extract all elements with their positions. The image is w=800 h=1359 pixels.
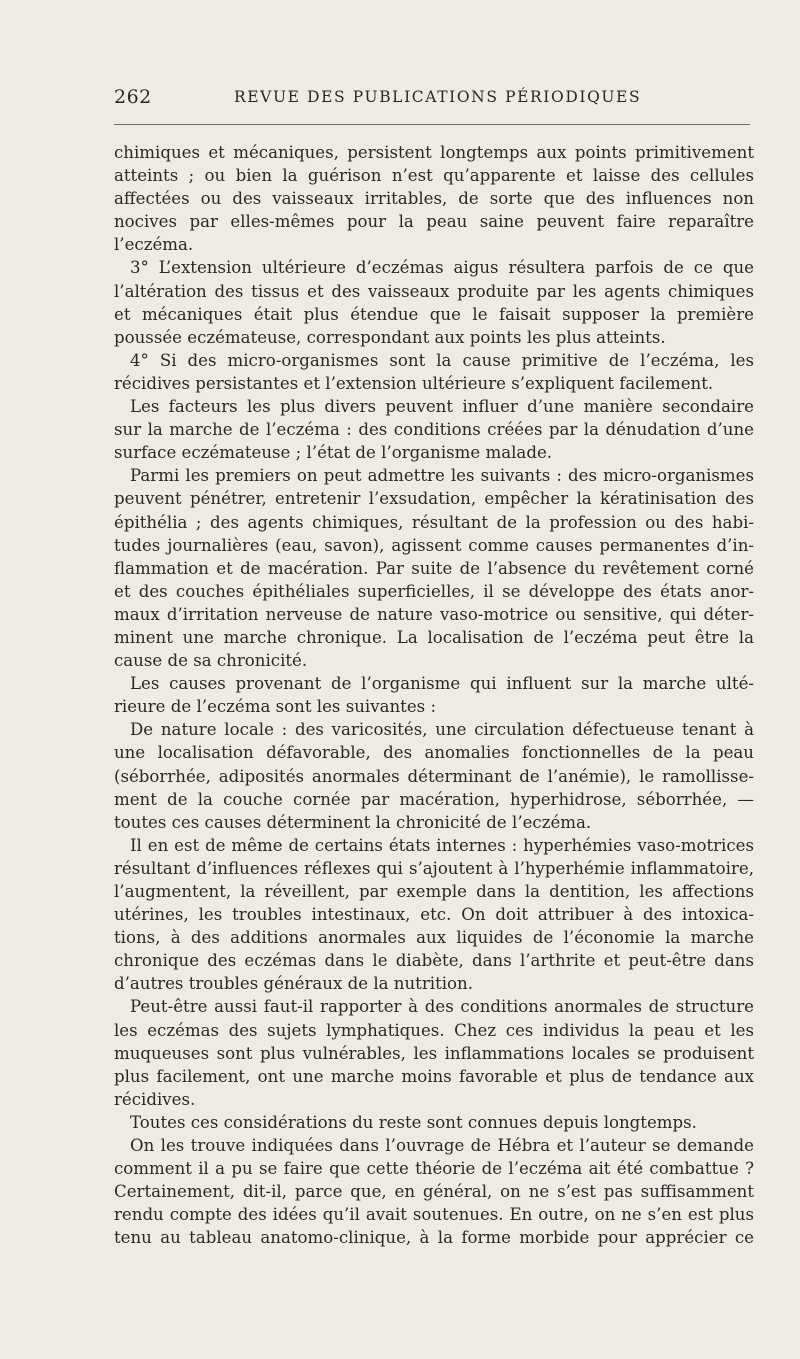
text-line: comment il a pu se faire que cette théorie de l’eczéma ait été combattue ?: [114, 1159, 754, 1179]
text-line: résultant d’influences réflexes qui s’ajoutent à l’hyperhémie inflammatoire,: [114, 858, 754, 878]
text-line: Toutes ces considérations du reste sont connues depuis longtemps.: [130, 1112, 697, 1132]
text-line: maux d’irritation nerveuse de nature vaso-motrice ou sensitive, qui déter-: [114, 604, 754, 624]
body-text: [114, 141, 754, 1250]
text-line: l’augmentent, la réveillent, par exemple dans la dentition, les affections: [114, 882, 754, 901]
text-line: Certainement, dit-il, parce que, en général, on ne s’est pas suffisamment: [114, 1182, 754, 1202]
text-line: rendu compte des idées qu’il avait soutenues. En outre, on ne s’en est plus: [114, 1205, 754, 1225]
text-line: De nature locale : des varicosités, une circulation défectueuse tenant à: [130, 720, 754, 740]
text-line: récidives.: [114, 1089, 196, 1109]
text-line: épithélia ; des agents chimiques, résultant de la profession ou des habi-: [114, 512, 754, 532]
text-line: affectées ou des vaisseaux irritables, de sorte que des influences non: [114, 189, 754, 209]
text-line: nocives par elles-mêmes pour la peau saine peuvent faire reparaître: [114, 212, 754, 232]
text-line: Peut-être aussi faut-il rapporter à des conditions anormales de structure: [130, 997, 754, 1017]
text-line: peuvent pénétrer, entretenir l’exsudation, empêcher la kératinisation des: [114, 489, 754, 509]
text-line: flammation et de macération. Par suite de l’absence du revêtement corné: [114, 558, 754, 578]
text-line: tudes journalières (eau, savon), agissent comme causes permanentes d’in-: [114, 535, 754, 555]
text-line: minent une marche chronique. La localisation de l’eczéma peut être la: [114, 627, 754, 647]
text-line: rieure de l’eczéma sont les suivantes :: [114, 697, 437, 717]
text-line: poussée eczémateuse, correspondant aux points les plus atteints.: [114, 327, 666, 347]
text-line: tions, à des additions anormales aux liquides de l’économie la marche: [114, 928, 754, 948]
text-line: et des couches épithéliales superficielles, il se développe des états anor-: [114, 581, 754, 601]
running-title: REVUE DES PUBLICATIONS PÉRIODIQUES: [234, 88, 642, 106]
text-line: ment de la couche cornée par macération, hyperhidrose, séborrhée, —: [114, 789, 754, 809]
text-line: chronique des eczémas dans le diabète, dans l’arthrite et peut-être dans: [114, 951, 754, 971]
text-line: atteints ; ou bien la guérison n’est qu’apparente et laisse des cellules: [114, 166, 754, 186]
text-line: une localisation défavorable, des anomalies fonctionnelles de la peau: [114, 743, 754, 763]
text-line: Parmi les premiers on peut admettre les suivants : des micro-organismes: [130, 466, 754, 486]
text-line: tenu au tableau anatomo-clinique, à la forme morbide pour apprécier ce: [114, 1228, 754, 1248]
text-line: utérines, les troubles intestinaux, etc. On doit attribuer à des intoxica-: [114, 905, 754, 925]
text-line: sur la marche de l’eczéma : des conditions créées par la dénudation d’une: [114, 420, 754, 440]
text-line: 3° L’extension ultérieure d’eczémas aigus résultera parfois de ce que: [130, 258, 754, 278]
text-line: l’altération des tissus et des vaisseaux produite par les agents chimiques: [114, 281, 754, 301]
text-line: l’eczéma.: [114, 235, 194, 255]
text-line: d’autres troubles généraux de la nutrition.: [114, 974, 474, 994]
page-number: 262: [114, 86, 152, 108]
text-line: On les trouve indiquées dans l’ouvrage de Hébra et l’auteur se demande: [130, 1136, 754, 1156]
text-line: chimiques et mécaniques, persistent longtemps aux points primitivement: [114, 143, 754, 162]
text-line: cause de sa chronicité.: [114, 651, 308, 671]
text-line: Il en est de même de certains états internes : hyperhémies vaso-motrices: [130, 835, 754, 855]
text-line: et mécaniques était plus étendue que le faisait supposer la première: [114, 304, 754, 324]
header-rule: [114, 124, 750, 125]
text-line: Les causes provenant de l’organisme qui influent sur la marche ulté-: [130, 674, 754, 694]
text-line: Les facteurs les plus divers peuvent influer d’une manière secondaire: [130, 397, 754, 417]
text-line: 4° Si des micro-organismes sont la cause primitive de l’eczéma, les: [130, 350, 754, 370]
page-header: [114, 86, 750, 110]
text-line: muqueuses sont plus vulnérables, les inflammations locales se produisent: [114, 1043, 754, 1063]
text-line: plus facilement, ont une marche moins favorable et plus de tendance aux: [114, 1066, 754, 1086]
text-line: (séborrhée, adiposités anormales déterminant de l’anémie), le ramollisse-: [114, 766, 754, 786]
text-line: les eczémas des sujets lymphatiques. Chez ces individus la peau et les: [114, 1020, 754, 1040]
text-line: toutes ces causes déterminent la chronicité de l’eczéma.: [114, 812, 592, 832]
text-line: surface eczémateuse ; l’état de l’organisme malade.: [114, 443, 553, 463]
text-line: récidives persistantes et l’extension ultérieure s’expliquent facilement.: [114, 373, 714, 393]
